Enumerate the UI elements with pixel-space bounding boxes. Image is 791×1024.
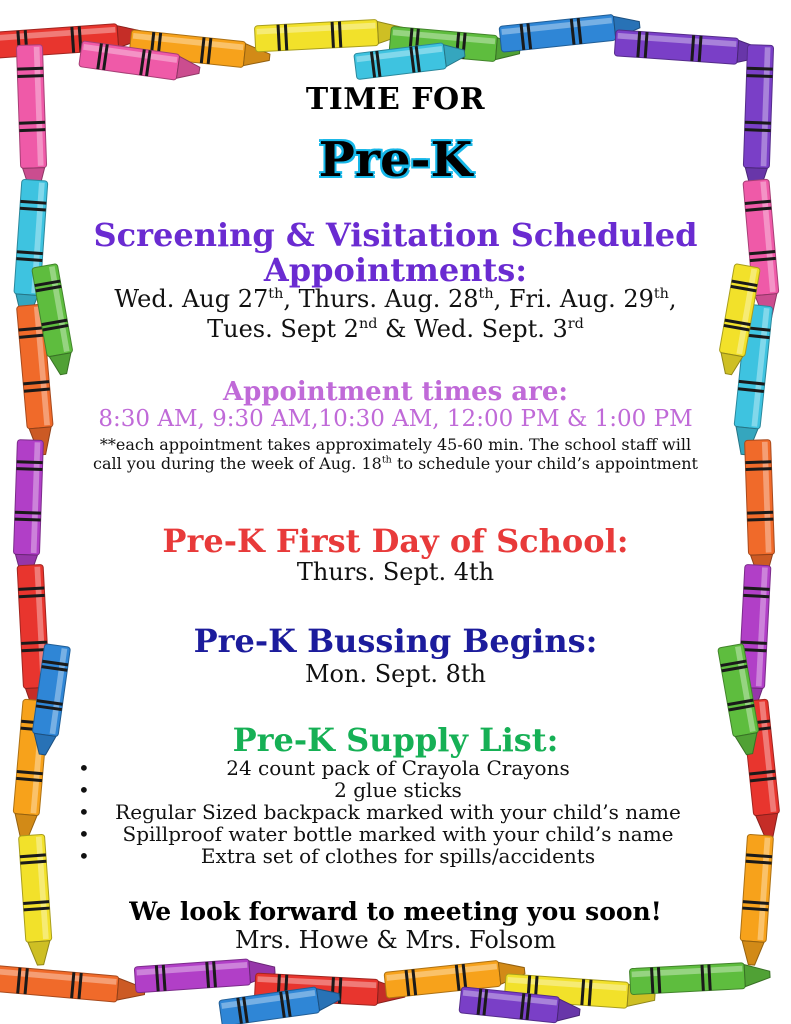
list-item (78, 800, 718, 822)
supply-item-text: Spillproof water bottle marked with your child’s name (122, 822, 674, 846)
list-item (78, 756, 718, 778)
crayon (629, 961, 770, 994)
date-sup: th (268, 286, 284, 302)
appointment-times-heading: Appointment times are: (223, 377, 568, 407)
crayon (738, 834, 773, 965)
time-for-heading: TIME FOR (305, 82, 486, 117)
supply-item-text: Regular Sized backpack marked with your child’s name (115, 800, 681, 824)
crayon (18, 834, 53, 965)
bullet-icon: • (78, 778, 90, 802)
crayon (254, 18, 405, 52)
bussing-heading: Pre-K Bussing Begins: (193, 622, 598, 660)
closing-message: We look forward to meeting you soon! (129, 897, 662, 926)
date-sup: nd (358, 316, 378, 332)
bullet-icon: • (78, 800, 90, 824)
list-item (78, 822, 718, 844)
list-item (78, 778, 718, 800)
signature: Mrs. Howe & Mrs. Folsom (235, 926, 556, 954)
appointment-note-text-end: to schedule your child’s appointment (391, 454, 698, 473)
crayon (614, 30, 765, 66)
supply-list-heading: Pre-K Supply List: (232, 721, 559, 759)
screening-dates-line1 (60, 285, 731, 313)
crayon (0, 966, 146, 1005)
screening-heading-line1: Screening & Visitation Scheduled (93, 216, 698, 254)
supply-item-text: Extra set of clothes for spills/accidents (200, 844, 596, 868)
appointment-times: 8:30 AM, 9:30 AM,10:30 AM, 12:00 PM & 1:00 PM (98, 406, 693, 432)
appointment-note-text: **each appointment takes approximately 45-60 min. The school staff will call you during the week of Aug. 18 (93, 435, 692, 473)
supply-list (78, 756, 718, 866)
date-sup: rd (567, 316, 584, 332)
date-wed-sept: & Wed. Sept. 3 (377, 315, 568, 343)
crayon (13, 440, 44, 581)
crayon (745, 440, 776, 581)
bullet-icon: • (78, 756, 90, 780)
list-item (78, 844, 718, 866)
supply-item-text: 2 glue sticks (334, 778, 462, 802)
date-comma: , (668, 285, 677, 313)
screening-heading-line2: Appointments: (263, 251, 528, 289)
bullet-icon: • (78, 844, 90, 868)
first-day-heading: Pre-K First Day of School: (162, 522, 629, 560)
supply-item-text: 24 count pack of Crayola Crayons (226, 756, 570, 780)
date-wed: Wed. Aug 27 (114, 285, 269, 313)
date-tues: Tues. Sept 2 (207, 315, 359, 343)
crayon (742, 45, 773, 196)
date-thurs: , Thurs. Aug. 28 (283, 285, 479, 313)
date-sup: th (478, 286, 494, 302)
first-day-date: Thurs. Sept. 4th (296, 558, 495, 586)
appointment-note-sup: th (381, 454, 392, 466)
appointment-note (90, 435, 701, 473)
date-fri: , Fri. Aug. 29 (493, 285, 654, 313)
bussing-date: Mon. Sept. 8th (304, 660, 487, 688)
crayon (134, 957, 275, 993)
screening-dates-line2 (60, 315, 731, 343)
crayon (16, 45, 47, 196)
date-sup: th (653, 286, 669, 302)
pre-k-title: Pre-K (318, 132, 473, 188)
bullet-icon: • (78, 822, 90, 846)
